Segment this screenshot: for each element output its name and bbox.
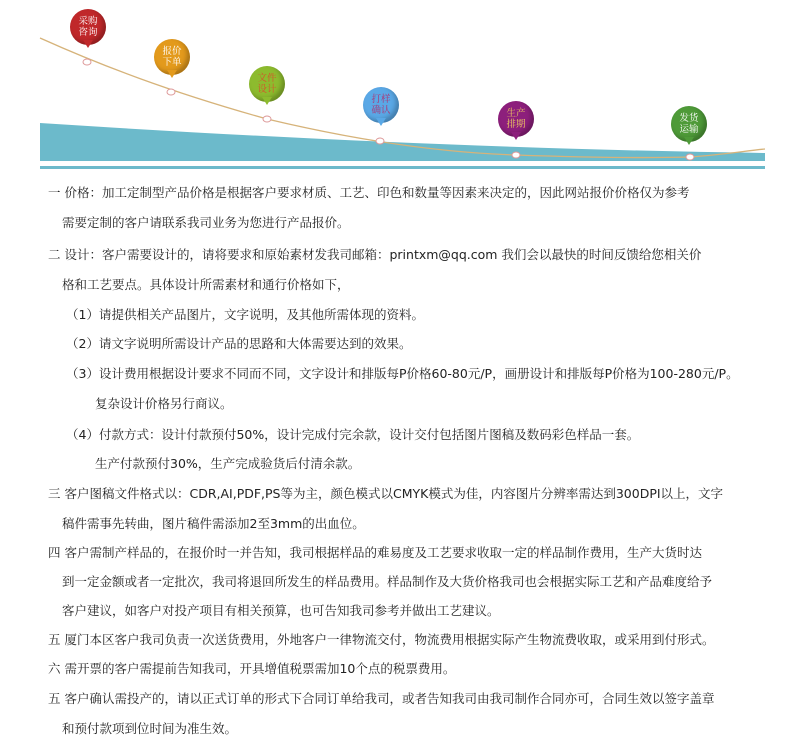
step-quote-order-pin (154, 39, 190, 75)
step-label: 设计 (257, 84, 277, 95)
policy-line: 四 客户需制产样品的，在报价时一并告知，我司根据样品的难易度及工艺要求收取一定的样品制作费用，生产大货时达 (48, 545, 702, 560)
process-banner (0, 0, 800, 175)
step-label: 采购 (78, 16, 98, 27)
policy-line: 五 客户确认需投产的，请以正式订单的形式下合同订单给我司，或者告知我司由我司制作合同亦可，合同生效以签字盖章 (48, 691, 715, 706)
step-production-schedule-pin (498, 101, 534, 137)
step-label: 打样 (371, 94, 391, 105)
policy-line: 和预付款项到位时间为准生效。 (62, 721, 238, 736)
policy-line: 三 客户图稿文件格式以：CDR,AI,PDF,PS等为主，颜色模式以CMYK模式为佳，内容图片分辨率需达到300DPI以上，文字 (48, 486, 724, 501)
step-label: 发货 (679, 113, 699, 124)
policy-line: （2）请文字说明所需设计产品的思路和大体需要达到的效果。 (66, 336, 412, 351)
policy-line: 格和工艺要点。具体设计所需素材和通行价格如下， (62, 277, 350, 292)
policy-line: 客户建议，如客户对投产项目有相关预算，也可告知我司参考并做出工艺建议。 (62, 603, 500, 618)
step-label: 运输 (679, 124, 699, 135)
step-file-design-pin (249, 66, 285, 102)
policy-line: （4）付款方式：设计付款预付50%，设计完成付完余款，设计交付包括图片图稿及数码彩色样品一套。 (66, 427, 640, 442)
step-purchase-consult-pin (70, 9, 106, 45)
process-curve-graphic (0, 0, 800, 175)
step-label: 下单 (162, 57, 182, 68)
step-label: 文件 (257, 73, 277, 84)
step-shipping-pin (671, 106, 707, 142)
step-label: 生产 (506, 108, 526, 119)
policy-line: 二 设计：客户需要设计的，请将要求和原始素材发我司邮箱：printxm@qq.com 我们会以最快的时间反馈给您相关价 (48, 247, 702, 262)
policy-line: 复杂设计价格另行商议。 (95, 396, 233, 411)
policy-line: （1）请提供相关产品图片，文字说明，及其他所需体现的资料。 (66, 307, 424, 322)
policy-line: 六 需开票的客户需提前告知我司，开具增值税票需加10个点的税票费用。 (48, 661, 456, 676)
policy-line: 到一定金额或者一定批次，我司将退回所发生的样品费用。样品制作及大货价格我司也会根据实际工艺和产品难度给予 (62, 574, 713, 589)
policy-line: 稿件需事先转曲，图片稿件需添加2至3mm的出血位。 (62, 516, 365, 531)
step-label: 报价 (162, 46, 182, 57)
policy-line: 生产付款预付30%，生产完成验货后付清余款。 (95, 456, 361, 471)
policy-line: 需要定制的客户请联系我司业务为您进行产品报价。 (62, 215, 350, 230)
step-proof-confirm-pin (363, 87, 399, 123)
policy-line: （3）设计费用根据设计要求不同而不同，文字设计和排版每P价格60-80元/P，画册设计和排版每P价格为100-280元/P。 (66, 366, 739, 381)
step-label: 排期 (506, 119, 526, 130)
step-label: 确认 (371, 105, 391, 116)
policy-line: 一 价格：加工定制型产品价格是根据客户要求材质、工艺、印色和数量等因素来决定的，因此网站报价价格仅为参考 (48, 185, 690, 200)
policy-line: 五 厦门本区客户我司负责一次送货费用，外地客户一律物流交付，物流费用根据实际产生物流费收取，或采用到付形式。 (48, 632, 715, 647)
step-label: 咨询 (78, 27, 98, 38)
